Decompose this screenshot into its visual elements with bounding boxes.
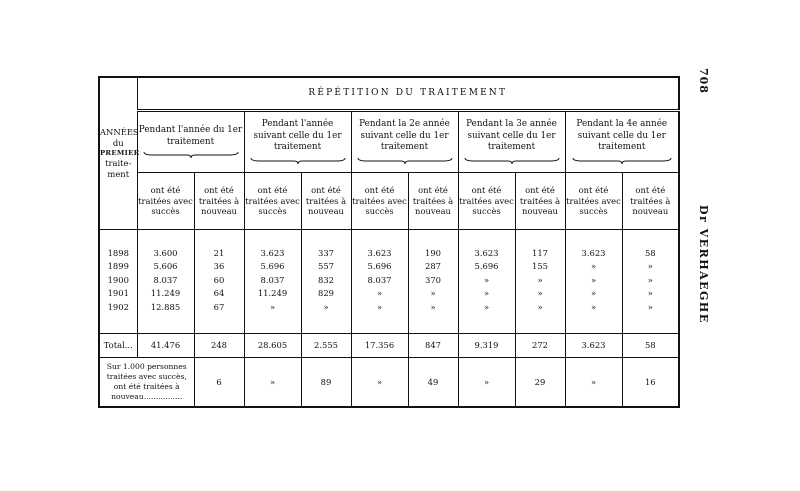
subheader-success: ont été traitées avec succès: [137, 173, 194, 230]
subheader-success: ont été traitées avec succès: [244, 173, 301, 230]
data-cell: 58: [644, 247, 656, 258]
total-label: Total...: [99, 334, 137, 358]
group-header-row: [99, 111, 679, 173]
data-cell: »: [590, 301, 597, 312]
data-cell: »: [647, 261, 653, 272]
ratio-cell: 89: [301, 358, 351, 408]
data-cell: 36: [213, 261, 225, 272]
data-cell: »: [537, 288, 543, 299]
data-cell: 8.037: [260, 274, 285, 285]
total-cell: 41.476: [137, 334, 194, 358]
data-cell: »: [376, 301, 383, 312]
ratio-cell: 16: [622, 358, 679, 408]
data-cell: »: [483, 301, 490, 312]
total-cell: 28.605: [244, 334, 301, 358]
brace-icon: [572, 157, 672, 165]
year-cell: 1902: [107, 301, 129, 312]
group-header-text: Pendant la 3e année suivant celle du 1er traitement: [466, 119, 557, 153]
group-header-text: Pendant la 4e année suivant celle du 1er traitement: [576, 119, 668, 153]
subheader-again: ont été traitées à nouveau: [622, 173, 679, 230]
total-cell: 3.623: [565, 334, 622, 358]
brace-icon: [250, 157, 346, 165]
total-cell: 248: [194, 334, 244, 358]
group-header-text: Pendant l'année suivant celle du 1er traitement: [253, 119, 342, 153]
data-cell: 8.037: [153, 274, 178, 285]
subheader-again: ont été traitées à nouveau: [194, 173, 244, 230]
data-cell: »: [647, 288, 653, 299]
group-header-text: Pendant la 2e année suivant celle du 1er traitement: [359, 119, 450, 153]
annees-line: ANNÉES: [100, 127, 139, 138]
data-cell: 3.623: [367, 247, 392, 258]
data-cell: »: [483, 288, 490, 299]
total-cell: 272: [515, 334, 565, 358]
data-cell: 370: [425, 274, 441, 285]
subheader-success: ont été traitées avec succès: [351, 173, 408, 230]
running-head: Dr VERHAEGHE: [697, 205, 710, 324]
data-cell: 5.696: [474, 261, 499, 272]
data-cell: »: [376, 288, 383, 299]
brace-icon: [464, 157, 560, 165]
total-row: [99, 334, 679, 358]
total-cell: 847: [408, 334, 458, 358]
title-row: [99, 77, 679, 111]
subheader-again: ont été traitées à nouveau: [301, 173, 351, 230]
data-column: [622, 230, 679, 334]
data-cell: 337: [318, 247, 334, 258]
data-cell: 3.600: [153, 247, 178, 258]
data-column: [194, 230, 244, 334]
data-column: [408, 230, 458, 334]
data-cell: 12.885: [150, 301, 181, 312]
data-cell: »: [647, 274, 653, 285]
data-cell: »: [323, 301, 329, 312]
data-cell: »: [590, 288, 597, 299]
data-column: [301, 230, 351, 334]
annees-line: ment: [107, 168, 130, 179]
subheader-again: ont été traitées à nouveau: [515, 173, 565, 230]
subheader-again: ont été traitées à nouveau: [408, 173, 458, 230]
year-column: [99, 230, 137, 334]
ratio-cell: »: [351, 358, 408, 408]
data-column: [458, 230, 515, 334]
year-cell: 1900: [107, 274, 129, 285]
data-column: [244, 230, 301, 334]
data-cell: 190: [425, 247, 441, 258]
data-column: [351, 230, 408, 334]
ratio-cell: »: [565, 358, 622, 408]
total-cell: 2.555: [301, 334, 351, 358]
data-column: [565, 230, 622, 334]
year-cell: 1898: [107, 247, 129, 258]
year-cell: 1901: [107, 288, 129, 299]
data-cell: 832: [318, 274, 334, 285]
data-cell: »: [483, 274, 490, 285]
annees-line: du: [112, 138, 124, 149]
data-cell: 3.623: [474, 247, 499, 258]
table-title: RÉPÉTITION DU TRAITEMENT: [137, 77, 679, 111]
data-cell: 117: [532, 247, 548, 258]
data-cell: »: [537, 301, 543, 312]
total-cell: 17.356: [351, 334, 408, 358]
data-cell: 5.606: [153, 261, 178, 272]
data-cell: 11.249: [257, 288, 288, 299]
data-cell: »: [430, 301, 436, 312]
brace-icon: [357, 157, 453, 165]
group-header-2: [244, 111, 351, 173]
subheader-row: [99, 173, 679, 230]
data-cell: 3.623: [260, 247, 285, 258]
group-header-1: [137, 111, 244, 173]
data-cell: 829: [318, 288, 334, 299]
group-header-4: [458, 111, 565, 173]
data-cell: 60: [213, 274, 225, 285]
data-cell: 64: [213, 288, 225, 299]
ratio-cell: »: [458, 358, 515, 408]
data-cell: »: [590, 261, 597, 272]
data-cell: »: [590, 274, 597, 285]
ratio-label: Sur 1.000 personnes traitées avec succès, ont été traitées à nouveau................: [99, 358, 194, 408]
data-cell: 557: [318, 261, 334, 272]
data-column: [515, 230, 565, 334]
data-cell: »: [537, 274, 543, 285]
group-header-text: Pendant l'année du 1er traitement: [138, 125, 243, 147]
total-cell: 9.319: [458, 334, 515, 358]
total-cell: 58: [622, 334, 679, 358]
data-cell: 21: [213, 247, 225, 258]
group-header-5: [565, 111, 679, 173]
data-cell: »: [269, 301, 276, 312]
page-number: 708: [697, 68, 710, 94]
data-cell: 287: [425, 261, 441, 272]
data-cell: »: [647, 301, 653, 312]
ratio-row: [99, 358, 679, 408]
ratio-cell: 6: [194, 358, 244, 408]
ratio-cell: 49: [408, 358, 458, 408]
repetition-table: [98, 76, 680, 408]
data-cell: 155: [532, 261, 548, 272]
brace-icon: [143, 151, 239, 159]
data-cell: 3.623: [581, 247, 606, 258]
data-body-row: [99, 230, 679, 334]
data-cell: 8.037: [367, 274, 392, 285]
annees-header: [99, 77, 140, 230]
annees-line: traite-: [105, 157, 132, 168]
subheader-success: ont été traitées avec succès: [458, 173, 515, 230]
data-cell: 67: [213, 301, 225, 312]
group-header-3: [351, 111, 458, 173]
ratio-cell: »: [244, 358, 301, 408]
year-cell: 1899: [107, 261, 129, 272]
data-cell: »: [430, 288, 436, 299]
data-column: [137, 230, 194, 334]
data-cell: 11.249: [150, 288, 181, 299]
subheader-success: ont été traitées avec succès: [565, 173, 622, 230]
ratio-cell: 29: [515, 358, 565, 408]
annees-line: PREMIER: [100, 149, 140, 158]
data-cell: 5.696: [367, 261, 392, 272]
data-cell: 5.696: [260, 261, 285, 272]
